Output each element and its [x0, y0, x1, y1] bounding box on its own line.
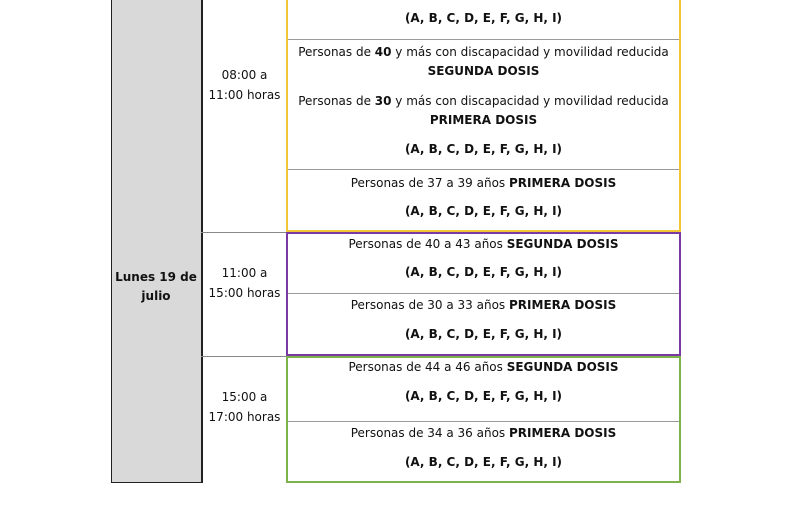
time-slot-start: 11:00 a — [221, 266, 268, 280]
age-bold: 30 — [374, 94, 392, 108]
letters-line: (A, B, C, D, E, F, G, H, I) — [404, 204, 563, 218]
row-divider — [288, 293, 679, 294]
time-divider — [201, 232, 286, 233]
time-slot-start: 15:00 a — [221, 390, 268, 404]
letters-line: (A, B, C, D, E, F, G, H, I) — [404, 265, 563, 279]
dose-label: SEGUNDA DOSIS — [506, 360, 619, 374]
day-label-line2: julio — [141, 289, 171, 303]
entry-line: Personas de 40 a 43 años SEGUNDA DOSIS — [348, 237, 619, 251]
dose-label: PRIMERA DOSIS — [509, 426, 617, 440]
dose-label: SEGUNDA DOSIS — [427, 64, 540, 78]
time-slot-end: 15:00 horas — [208, 286, 281, 300]
entry-line: Personas de 44 a 46 años SEGUNDA DOSIS — [348, 360, 619, 374]
day-column — [111, 0, 201, 483]
day-label — [111, 268, 201, 306]
letters-line: (A, B, C, D, E, F, G, H, I) — [404, 455, 563, 469]
letters-line: (A, B, C, D, E, F, G, H, I) — [404, 142, 563, 156]
time-slot-end: 17:00 horas — [208, 410, 281, 424]
time-slot-1 — [203, 65, 286, 105]
row-divider — [288, 39, 679, 40]
dose-label: SEGUNDA DOSIS — [506, 237, 619, 251]
day-label-line1: Lunes 19 de — [115, 270, 197, 284]
time-slot-2 — [203, 263, 286, 303]
letters-line: (A, B, C, D, E, F, G, H, I) — [404, 327, 563, 341]
time-slot-end: 11:00 horas — [208, 88, 281, 102]
entry-line: Personas de 37 a 39 años PRIMERA DOSIS — [350, 176, 617, 190]
letters-line: (A, B, C, D, E, F, G, H, I) — [404, 11, 563, 25]
letters-line: (A, B, C, D, E, F, G, H, I) — [404, 389, 563, 403]
age-bold: 40 — [374, 45, 392, 59]
entry-line: Personas de 30 a 33 años PRIMERA DOSIS — [350, 298, 617, 312]
row-divider — [288, 169, 679, 170]
dose-label: PRIMERA DOSIS — [429, 113, 538, 127]
dose-label: PRIMERA DOSIS — [509, 298, 617, 312]
time-slot-3 — [203, 387, 286, 427]
entry-line: Personas de 30 y más con discapacidad y movilidad reducida — [298, 94, 669, 108]
dose-label: PRIMERA DOSIS — [509, 176, 617, 190]
entry-line: Personas de 34 a 36 años PRIMERA DOSIS — [350, 426, 617, 440]
entry-line: Personas de 40 y más con discapacidad y movilidad reducida — [298, 45, 669, 59]
time-divider — [201, 356, 286, 357]
row-divider — [288, 421, 679, 422]
time-slot-start: 08:00 a — [221, 68, 268, 82]
